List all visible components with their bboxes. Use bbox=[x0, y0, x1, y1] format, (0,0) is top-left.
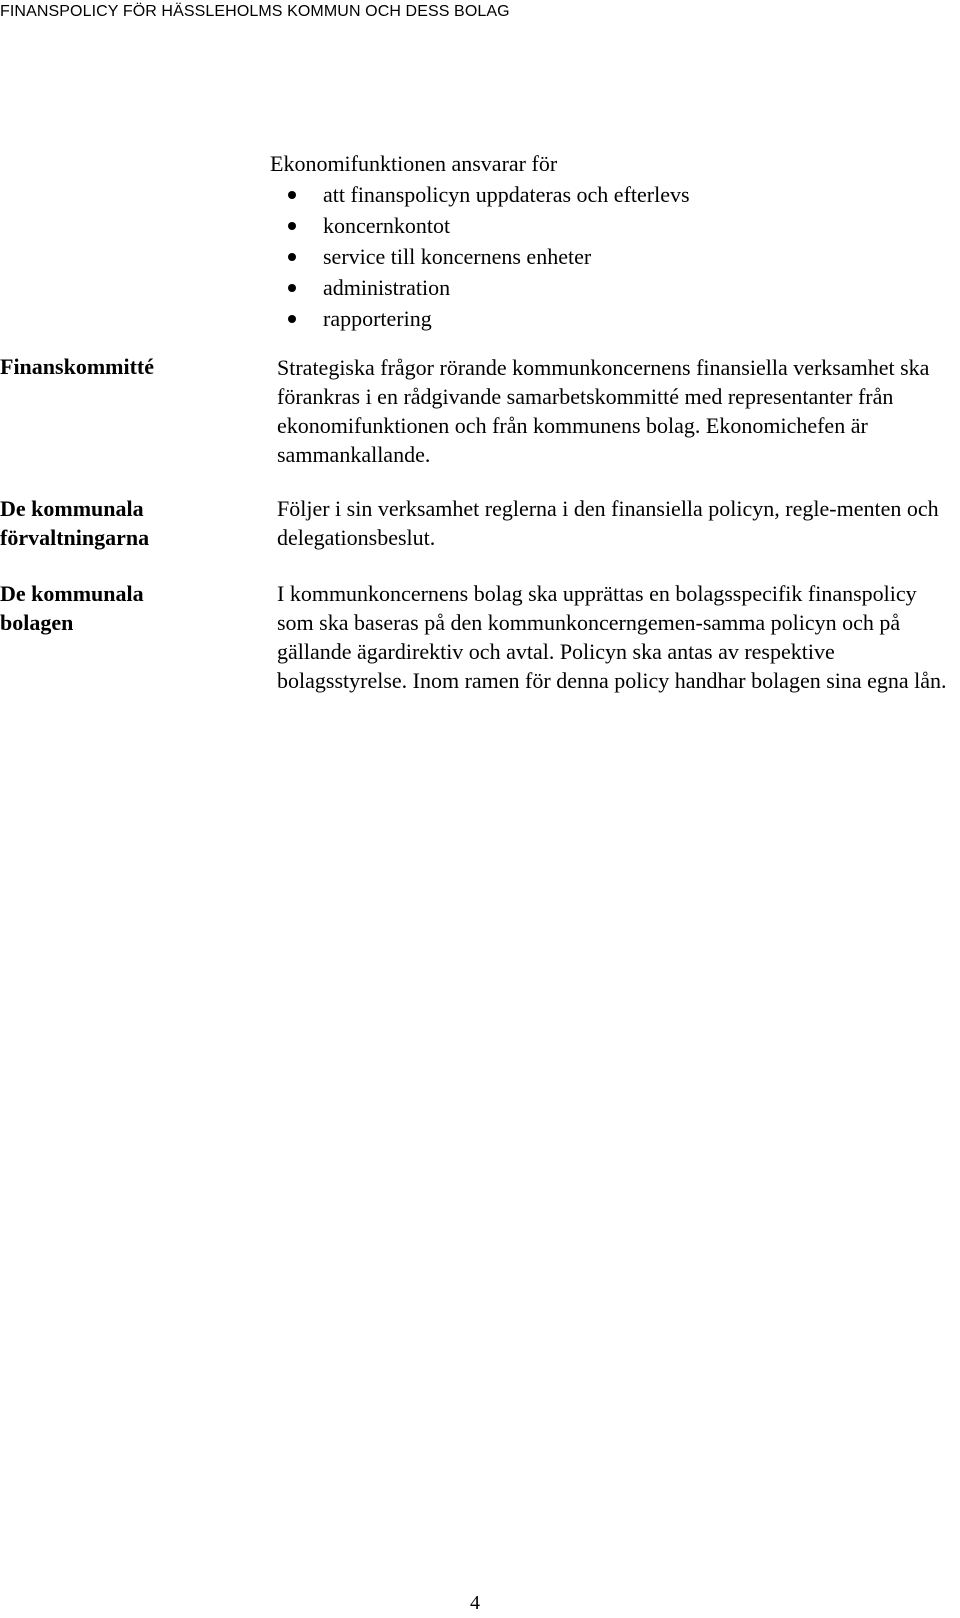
list-item: koncernkontot bbox=[270, 210, 690, 241]
list-item: administration bbox=[270, 272, 690, 303]
page-number: 4 bbox=[470, 1592, 480, 1614]
list-item: rapportering bbox=[270, 303, 690, 334]
finanskommitte-label: Finanskommitté bbox=[0, 354, 154, 379]
forvaltningarna-label bbox=[0, 494, 250, 552]
finanskommitte-text: Strategiska frågor rörande kommunkoncernens finansiella verksamhet ska förankras i en rådgivande samarbetskommitté med representanter från ekonomifunktionen och från kommunens bolag. Ekonomichefen är sammankallande. bbox=[277, 355, 930, 467]
bolagen-label bbox=[0, 579, 250, 637]
running-header: FINANSPOLICY FÖR HÄSSLEHOLMS KOMMUN OCH DESS BOLAG bbox=[0, 3, 510, 20]
list-item: att finanspolicyn uppdateras och efterlevs bbox=[270, 179, 690, 210]
intro-heading: Ekonomifunktionen ansvarar för bbox=[270, 151, 558, 176]
forvaltningarna-label-line: De kommunala bbox=[0, 496, 144, 521]
bolagen-text: I kommunkoncernens bolag ska upprättas en bolagsspecifik finanspolicy som ska baseras på den kommunkoncerngemen-samma policyn och på gällande ägardirektiv och avtal. Policyn ska antas av respektive bolagsstyrelse. Inom ramen för denna policy handhar bolagen sina egna lån. bbox=[277, 581, 947, 693]
bolagen-label-line: De kommunala bbox=[0, 581, 144, 606]
bolagen-label-line: bolagen bbox=[0, 610, 74, 635]
forvaltningarna-label-line: förvaltningarna bbox=[0, 525, 150, 550]
forvaltningarna-text: Följer i sin verksamhet reglerna i den finansiella policyn, regle-menten och delegationsbeslut. bbox=[277, 496, 939, 550]
responsibilities-intro bbox=[270, 148, 690, 334]
list-item: service till koncernens enheter bbox=[270, 241, 690, 272]
responsibilities-list bbox=[270, 179, 690, 334]
